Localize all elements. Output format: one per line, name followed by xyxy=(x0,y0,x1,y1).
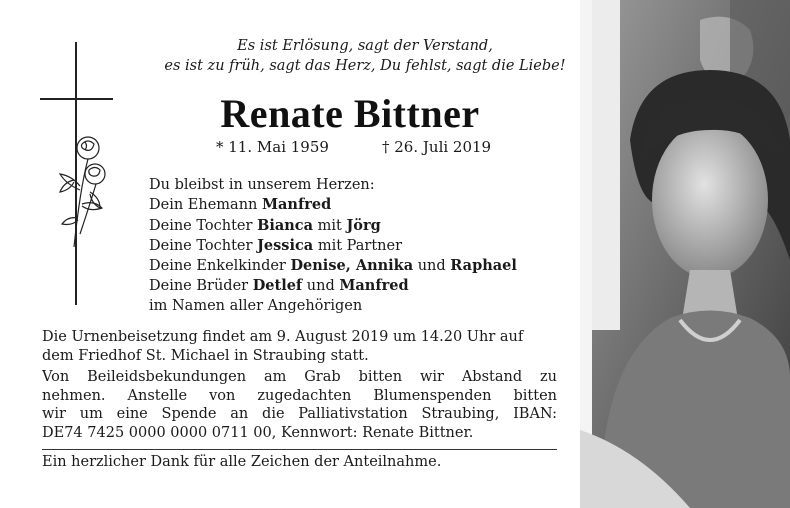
family-intro: Du bleibst in unserem Herzen: xyxy=(149,177,375,193)
portrait-photo xyxy=(580,0,790,508)
death-date: † 26. Juli 2019 xyxy=(382,138,492,156)
cross-icon-bar xyxy=(40,98,113,100)
rose-icon xyxy=(52,130,112,250)
family-brothers: Deine Brüder Detlef und Manfred xyxy=(149,277,409,295)
family-daughter-2: Deine Tochter Jessica mit Partner xyxy=(149,236,403,254)
deceased-name: Renate Bittner xyxy=(220,91,480,136)
birth-date: * 11. Mai 1959 xyxy=(216,138,329,156)
family-grandchildren: Deine Enkelkinder Denise, Annika und Raphael xyxy=(149,257,517,275)
family-closing: im Namen aller Angehörigen xyxy=(149,297,363,314)
memorial-quote xyxy=(130,36,600,76)
family-list xyxy=(149,176,517,316)
condolence-info: Von Beileidsbekundungen am Grab bitten wir Abstand zu nehmen. Anstelle von zugedachten Blumenspenden bitten wir um eine Spende an die Palliativstation Straubing, IBAN: DE74 7425 0000 0000 0711 00, Kennwort: Renate Bittner. xyxy=(42,369,557,441)
burial-info: Die Urnenbeisetzung findet am 9. August 2019 um 14.20 Uhr auf dem Friedhof St. Michael in Straubing statt. xyxy=(42,329,524,364)
divider xyxy=(42,449,557,450)
quote-line-2: es ist zu früh, sagt das Herz, Du fehlst, sagt die Liebe! xyxy=(164,58,566,74)
family-daughter-1: Deine Tochter Bianca mit Jörg xyxy=(149,216,381,234)
thanks-line: Ein herzlicher Dank für alle Zeichen der Anteilnahme. xyxy=(42,454,442,470)
quote-line-1: Es ist Erlösung, sagt der Verstand, xyxy=(237,38,493,54)
family-husband: Dein Ehemann Manfred xyxy=(149,196,332,214)
